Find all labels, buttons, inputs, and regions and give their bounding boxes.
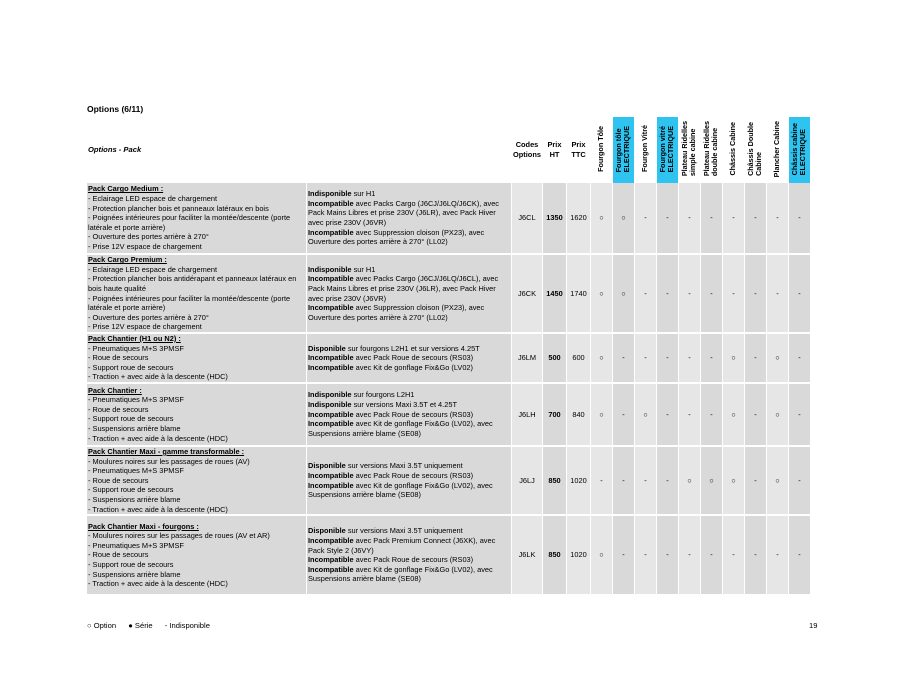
- pack-item: - Protection plancher bois et panneaux latéraux en bois: [88, 203, 269, 213]
- availability-cell: -: [613, 334, 634, 382]
- header-prix-ttc: Prix TTC: [571, 140, 586, 159]
- legend-option: ○ Option: [87, 621, 117, 630]
- condition-line: [308, 228, 510, 247]
- table-row: [87, 183, 810, 253]
- condition-text: sur versions Maxi 3.5T uniquement: [345, 526, 463, 536]
- condition-text: sur versions Maxi 3.5T et 4.25T: [351, 400, 457, 410]
- condition-text: avec Kit de gonflage Fix&Go (LV02), avec Suspensions arrière blame (SE08): [308, 419, 493, 438]
- availability-cell: -: [679, 334, 700, 382]
- condition-text: avec Packs Cargo (J6CJ/J6LQ/J6CK), avec Pack Mains Libres et prise 230V (J6LR), avec Pack Hiver avec prise 230V (J6VR): [308, 198, 499, 227]
- condition-line: [308, 363, 510, 373]
- condition-text: avec Packs Cargo (J6CJ/J6LQ/J6CL), avec Pack Mains Libres et prise 230V (J6LR), avec Pack Hiver avec prise 230V (J6VR): [308, 274, 499, 303]
- availability-cell: ○: [723, 384, 744, 445]
- pack-item: - Pneumatiques M+S 3PMSF: [88, 466, 184, 476]
- legend-indisponible: - Indisponible: [164, 621, 210, 630]
- availability-cell: -: [657, 516, 678, 594]
- availability-cell: -: [745, 384, 766, 445]
- availability-cell: -: [701, 334, 722, 382]
- pack-item: - Roue de secours: [88, 404, 149, 414]
- col-header: Fourgon Tôle: [596, 125, 606, 172]
- pack-item: - Ouverture des portes arrière à 270°: [88, 312, 209, 322]
- condition-label: Disponible: [308, 526, 346, 536]
- price-ttc: 1620: [567, 183, 590, 253]
- pack-item: - Traction + avec aide à la descente (HDC): [88, 433, 228, 443]
- availability-cell: -: [745, 183, 766, 253]
- table-row: [87, 334, 810, 382]
- availability-cell: -: [635, 334, 656, 382]
- pack-item: - Moulures noires sur les passages de roues (AV et AR): [88, 531, 270, 541]
- price-ht: 1450: [543, 255, 566, 332]
- price-ttc: 840: [567, 384, 590, 445]
- availability-cell: -: [679, 183, 700, 253]
- availability-cell: ○: [591, 384, 612, 445]
- condition-text: avec Pack Premium Connect (J6XK), avec Pack Style 2 (J6VY): [308, 535, 496, 555]
- pack-conditions: [307, 183, 511, 253]
- table-row: [87, 516, 810, 594]
- availability-cell: -: [635, 255, 656, 332]
- availability-cell: ○: [723, 447, 744, 514]
- condition-text: avec Pack Roue de secours (RS03): [353, 555, 474, 565]
- availability-cell: -: [767, 516, 788, 594]
- pack-conditions: [307, 516, 511, 594]
- pack-name: Pack Cargo Medium :: [88, 184, 164, 194]
- pack-description: [87, 255, 306, 332]
- condition-label: Incompatible: [308, 227, 354, 237]
- header-codes: Codes Options: [513, 140, 541, 159]
- condition-text: sur fourgons L2H1 et sur versions 4.25T: [345, 343, 480, 353]
- table-row: [87, 255, 810, 332]
- condition-label: Incompatible: [308, 535, 354, 545]
- availability-cell: ○: [591, 516, 612, 594]
- pack-item: - Traction + avec aide à la descente (HDC): [88, 504, 228, 514]
- availability-cell: ○: [613, 183, 634, 253]
- pack-item: - Support roue de secours: [88, 362, 174, 372]
- option-code: J6LJ: [512, 447, 542, 514]
- price-ttc: 1740: [567, 255, 590, 332]
- condition-text: avec Suppression cloison (PX23), avec Ouverture des portes arrière à 270° (LL02): [308, 227, 485, 247]
- availability-cell: -: [723, 183, 744, 253]
- condition-line: [308, 555, 510, 565]
- pack-item: - Protection plancher bois antidérapant et panneaux latéraux en bois haute qualité: [88, 274, 297, 293]
- pack-conditions: [307, 384, 511, 445]
- availability-cell: ○: [767, 447, 788, 514]
- condition-line: [308, 565, 510, 584]
- availability-cell: ○: [767, 384, 788, 445]
- pack-item: - Prise 12V espace de chargement: [88, 322, 202, 332]
- availability-cell: -: [789, 516, 810, 594]
- condition-label: Incompatible: [308, 564, 354, 574]
- pack-conditions: [307, 255, 511, 332]
- pack-item: - Roue de secours: [88, 353, 149, 363]
- pack-item: - Moulures noires sur les passages de roues (AV): [88, 456, 250, 466]
- pack-item: - Suspensions arrière blame: [88, 494, 181, 504]
- option-code: J6LM: [512, 334, 542, 382]
- pack-conditions: [307, 447, 511, 514]
- price-ht: 500: [543, 334, 566, 382]
- pack-description: [87, 334, 306, 382]
- availability-cell: ○: [767, 334, 788, 382]
- col-header: Plateau Ridelles simple cabine: [680, 121, 698, 177]
- price-ttc: 600: [567, 334, 590, 382]
- price-ht: 1350: [543, 183, 566, 253]
- condition-line: [308, 461, 510, 471]
- pack-item: - Roue de secours: [88, 475, 149, 485]
- pack-name: Pack Chantier :: [88, 385, 142, 395]
- header-prix-ht: Prix HT: [547, 140, 562, 159]
- availability-cell: -: [613, 447, 634, 514]
- availability-cell: -: [723, 255, 744, 332]
- condition-line: [308, 189, 510, 199]
- price-ht: 850: [543, 447, 566, 514]
- pack-item: - Pneumatiques M+S 3PMSF: [88, 395, 184, 405]
- col-header: Châssis cabine ELECTRIQUE: [789, 117, 810, 183]
- condition-line: [308, 265, 510, 275]
- availability-cell: -: [701, 516, 722, 594]
- legend: [87, 621, 220, 630]
- pack-item: - Traction + avec aide à la descente (HDC): [88, 372, 228, 382]
- condition-label: Incompatible: [308, 480, 354, 490]
- header-row: [87, 117, 810, 183]
- col-header: Plateau Ridelles double cabine: [702, 121, 720, 177]
- pack-item: - Roue de secours: [88, 550, 149, 560]
- availability-cell: -: [745, 255, 766, 332]
- availability-cell: -: [745, 447, 766, 514]
- condition-line: [308, 390, 510, 400]
- availability-cell: -: [789, 255, 810, 332]
- condition-line: [308, 400, 510, 410]
- pack-item: - Suspensions arrière blame: [88, 569, 181, 579]
- condition-line: [308, 526, 510, 536]
- condition-text: avec Pack Roue de secours (RS03): [353, 409, 474, 419]
- availability-cell: ○: [591, 183, 612, 253]
- availability-cell: -: [767, 183, 788, 253]
- pack-item: - Eclairage LED espace de chargement: [88, 194, 217, 204]
- condition-line: [308, 471, 510, 481]
- condition-label: Incompatible: [308, 274, 354, 284]
- availability-cell: -: [613, 516, 634, 594]
- availability-cell: -: [679, 516, 700, 594]
- pack-name: Pack Chantier Maxi - fourgons :: [88, 521, 199, 531]
- availability-cell: -: [679, 384, 700, 445]
- availability-cell: -: [591, 447, 612, 514]
- condition-label: Incompatible: [308, 303, 354, 313]
- condition-label: Incompatible: [308, 470, 354, 480]
- availability-cell: -: [657, 384, 678, 445]
- pack-item: - Poignées intérieures pour faciliter la montée/descente (porte latérale et porte arrière): [88, 213, 291, 232]
- pack-item: - Eclairage LED espace de chargement: [88, 264, 217, 274]
- pack-item: - Prise 12V espace de chargement: [88, 241, 202, 251]
- condition-line: [308, 353, 510, 363]
- availability-cell: -: [657, 255, 678, 332]
- table-body: [87, 183, 810, 594]
- page-title: Options (6/11): [87, 104, 144, 114]
- table-row: [87, 447, 810, 514]
- availability-cell: -: [789, 384, 810, 445]
- table-row: [87, 384, 810, 445]
- availability-cell: -: [657, 447, 678, 514]
- col-header: Châssis Double Cabine: [746, 121, 764, 176]
- condition-text: sur H1: [351, 189, 376, 199]
- condition-text: avec Kit de gonflage Fix&Go (LV02), avec Suspensions arrière blame (SE08): [308, 564, 493, 584]
- availability-cell: ○: [723, 334, 744, 382]
- condition-line: [308, 481, 510, 500]
- condition-text: sur versions Maxi 3.5T uniquement: [345, 461, 463, 471]
- pack-item: - Pneumatiques M+S 3PMSF: [88, 343, 184, 353]
- price-ht: 700: [543, 384, 566, 445]
- availability-cell: -: [657, 183, 678, 253]
- availability-cell: -: [745, 516, 766, 594]
- availability-cell: -: [701, 384, 722, 445]
- condition-line: [308, 419, 510, 438]
- condition-line: [308, 274, 510, 303]
- availability-cell: -: [789, 334, 810, 382]
- availability-cell: ○: [591, 255, 612, 332]
- condition-label: Indisponible: [308, 400, 352, 410]
- pack-name: Pack Chantier (H1 ou N2) :: [88, 334, 181, 343]
- pack-item: - Poignées intérieures pour faciliter la montée/descente (porte latérale et porte arrière): [88, 293, 291, 313]
- availability-cell: ○: [701, 447, 722, 514]
- condition-text: avec Suppression cloison (PX23), avec Ouverture des portes arrière à 270° (LL02): [308, 303, 485, 322]
- pack-description: [87, 183, 306, 253]
- availability-cell: -: [613, 384, 634, 445]
- pack-item: - Traction + avec aide à la descente (HDC): [88, 579, 228, 589]
- availability-cell: -: [701, 255, 722, 332]
- availability-cell: -: [635, 516, 656, 594]
- condition-label: Incompatible: [308, 353, 354, 363]
- availability-cell: -: [635, 447, 656, 514]
- pack-description: [87, 447, 306, 514]
- pack-description: [87, 516, 306, 594]
- pack-description: [87, 384, 306, 445]
- legend-serie: ● Série: [128, 621, 153, 630]
- pack-name: Pack Cargo Premium :: [88, 255, 167, 265]
- condition-line: [308, 303, 510, 322]
- availability-cell: ○: [591, 334, 612, 382]
- pack-item: - Suspensions arrière blame: [88, 424, 181, 434]
- option-code: J6LH: [512, 384, 542, 445]
- col-header: Plancher Cabine: [772, 120, 782, 177]
- condition-line: [308, 536, 510, 555]
- col-header: Châssis Cabine: [728, 121, 738, 176]
- availability-cell: ○: [613, 255, 634, 332]
- availability-cell: -: [701, 183, 722, 253]
- condition-label: Incompatible: [308, 555, 354, 565]
- condition-label: Incompatible: [308, 419, 354, 429]
- col-header: Fourgon Vitré: [640, 125, 650, 173]
- availability-cell: -: [745, 334, 766, 382]
- condition-label: Indisponible: [308, 189, 352, 199]
- pack-name: Pack Chantier Maxi - gamme transformable :: [88, 446, 245, 456]
- availability-cell: -: [789, 183, 810, 253]
- condition-label: Incompatible: [308, 198, 354, 208]
- option-code: J6LK: [512, 516, 542, 594]
- condition-line: [308, 344, 510, 354]
- condition-line: [308, 410, 510, 420]
- condition-text: avec Kit de gonflage Fix&Go (LV02), avec Suspensions arrière blame (SE08): [308, 480, 493, 500]
- option-code: J6CL: [512, 183, 542, 253]
- condition-text: avec Kit de gonflage Fix&Go (LV02): [353, 362, 474, 372]
- condition-label: Disponible: [308, 461, 346, 471]
- price-ht: 850: [543, 516, 566, 594]
- availability-cell: -: [679, 255, 700, 332]
- pack-item: - Ouverture des portes arrière à 270°: [88, 232, 209, 242]
- condition-label: Indisponible: [308, 264, 352, 274]
- condition-label: Disponible: [308, 343, 346, 353]
- condition-line: [308, 199, 510, 228]
- condition-label: Indisponible: [308, 390, 352, 400]
- condition-text: avec Pack Roue de secours (RS03): [353, 470, 474, 480]
- pack-conditions: [307, 334, 511, 382]
- availability-cell: -: [635, 183, 656, 253]
- option-code: J6CK: [512, 255, 542, 332]
- price-ttc: 1020: [567, 516, 590, 594]
- availability-cell: ○: [635, 384, 656, 445]
- condition-label: Incompatible: [308, 362, 354, 372]
- availability-cell: ○: [679, 447, 700, 514]
- availability-cell: -: [723, 516, 744, 594]
- col-header: Fourgon vitré ELECTRIQUE: [657, 117, 678, 183]
- condition-text: avec Pack Roue de secours (RS03): [353, 353, 474, 363]
- page-number: 19: [809, 621, 818, 630]
- availability-cell: -: [657, 334, 678, 382]
- pack-item: - Support roue de secours: [88, 485, 174, 495]
- availability-cell: -: [767, 255, 788, 332]
- col-header: Fourgon tôle ELECTRIQUE: [613, 117, 634, 183]
- pack-item: - Support roue de secours: [88, 414, 174, 424]
- condition-text: sur fourgons L2H1: [351, 390, 415, 400]
- options-table: [86, 117, 811, 594]
- section-title: Options - Pack: [88, 145, 142, 155]
- condition-label: Incompatible: [308, 409, 354, 419]
- availability-cell: -: [789, 447, 810, 514]
- pack-item: - Support roue de secours: [88, 559, 174, 569]
- price-ttc: 1020: [567, 447, 590, 514]
- condition-text: sur H1: [351, 264, 376, 274]
- pack-item: - Pneumatiques M+S 3PMSF: [88, 540, 184, 550]
